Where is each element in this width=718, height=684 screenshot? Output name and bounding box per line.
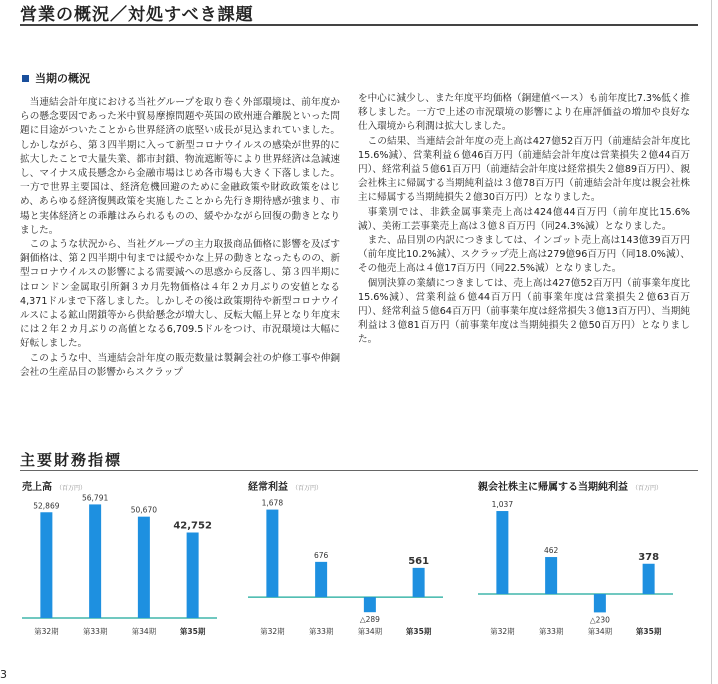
- overview-heading-text: 当期の概況: [35, 72, 90, 85]
- paragraph: このような状況から、当社グループの主力取扱商品価格に影響を及ぼす銅価格は、第２四半期中旬までは緩やかな上昇の動きとなったものの、新型コロナウイルスの影響による需要減への思惑から反落し、第３四半期にはロンドン金属取引所銅３カ月先物価格は４年２カ月ぶりの安値となる4,371ドルまで下落しました。しかしその後は政策期待や新型コロナウイルスによる鉱山閉鎖等から供給懸念が増大し、反転大幅上昇となり年度末には２年２カ月ぶりの高値となる6,709.5ドルをつけ、市況環境は大幅に好転しました。: [20, 239, 340, 350]
- chart-tick-label: 第33期: [82, 627, 108, 636]
- chart-unit: （百万円）: [56, 485, 87, 492]
- chart-tick-label: 第32期: [260, 627, 285, 636]
- overview-left-column: [20, 96, 340, 408]
- heading-square-icon: [22, 75, 29, 82]
- chart-bar: [315, 562, 327, 597]
- chart-data-label: 676: [313, 550, 329, 560]
- chart-title-text: 経常利益: [248, 482, 288, 493]
- overview-right-column: [358, 92, 690, 424]
- overview-heading: [22, 70, 90, 86]
- chart-data-label: △289: [359, 615, 380, 625]
- chart-data-label: 50,670: [130, 505, 157, 515]
- chart-data-label: 378: [638, 551, 660, 563]
- chart-plot: [248, 478, 448, 653]
- chart-tick-label: 第35期: [635, 627, 662, 636]
- section-title: 営業の概況／対処すべき課題: [20, 5, 254, 25]
- paragraph: この結果、当連結会計年度の売上高は427億52百万円（前連結会計年度比15.6%減）、営業利益６億46百万円（前連結会計年度は営業損失２億44百万円）、経常利益５億61百万円（前連結会計年度は経常損失２億89百万円）、親会社株主に帰属する当期純利益は３億78百万円（前連結会計年度は親会社株主に帰属する当期純損失２億30百万円）となりました。: [358, 135, 690, 204]
- paragraph: を中心に減少し、また年度平均価格（銅建値ベース）も前年度比7.3%低く推移しました。一方で上述の市況環境の影響により在庫評価益の増加や良好な仕入環境から利潤は拡大しました。: [358, 93, 690, 133]
- chart-bar: [643, 564, 655, 594]
- chart-bar: [413, 568, 425, 597]
- chart-bar: [40, 512, 52, 618]
- financials-title: 主要財務指標: [20, 451, 123, 469]
- chart-tick-label: 第34期: [357, 627, 383, 636]
- chart-bar: [545, 557, 557, 594]
- chart-tick-label: 第35期: [405, 627, 432, 636]
- chart-title-text: 親会社株主に帰属する当期純利益: [478, 482, 628, 493]
- chart-tick-label: 第34期: [131, 627, 157, 636]
- chart-bar: [496, 511, 508, 594]
- chart-unit: （百万円）: [292, 485, 323, 492]
- chart-bar: [594, 594, 606, 612]
- chart-tick-label: 第35期: [179, 627, 206, 636]
- paragraph: また、品目別の内訳につきましては、インゴット売上高は143億39百万円（前年度比10.2%減）、スクラップ売上高は279億96百万円（同18.0%減）、その他売上高は４億17百万円（同22.5%減）となりました。: [358, 235, 690, 275]
- chart-data-label: 561: [408, 555, 430, 567]
- chart-data-label: 1,037: [491, 500, 514, 510]
- chart-bar: [187, 532, 199, 618]
- paragraph: 個別決算の業績につきましては、売上高は427億52百万円（前事業年度比15.6%減）、営業利益６億44百万円（前事業年度は営業損失２億63百万円）、経常利益５億64百万円（前事業年度は経常損失３億13百万円）、当期純利益は３億81百万円（前事業年度は当期純損失２億50百万円）となりました。: [358, 277, 690, 346]
- section-rule: [20, 24, 698, 26]
- chart-tick-label: 第34期: [587, 627, 613, 636]
- page-number: 3: [0, 668, 7, 681]
- chart-tick-label: 第32期: [490, 627, 515, 636]
- financials-rule: [20, 470, 698, 471]
- chart-tick-label: 第32期: [34, 627, 59, 636]
- chart-tick-label: 第33期: [538, 627, 564, 636]
- chart-tick-label: 第33期: [308, 627, 334, 636]
- chart-data-label: 56,791: [82, 493, 109, 503]
- paragraph: 当連結会計年度における当社グループを取り巻く外部環境は、前年度からの懸念要因であった米中貿易摩擦問題や英国の欧州連合離脱といった問題に目途がついたことから世界経済の底堅い成長が見込まれていました。しかしながら、第３四半期に入って新型コロナウイルスの感染が世界的に拡大したことで大量失業、都市封鎖、物流遮断等により世界経済は急減速し、マイナス成長懸念から金融市場はじめ各市場も大きく下落しました。一方で世界主要国は、経済危機回避のために金融政策や財政政策をはじめ、あらゆる経済復興政策を実施したことから先行き期待感が強まり、市場と実体経済との乖離はみられるものの、緩やかながら回復の動きとなりました。: [20, 97, 340, 236]
- chart-plot: [22, 478, 222, 653]
- paragraph: このような中、当連結会計年度の販売数量は製鋼会社の炉修工事や伸銅会社の生産品目の影響からスクラップ: [20, 352, 340, 378]
- chart-data-label: 462: [543, 546, 559, 556]
- chart-bar: [266, 510, 278, 598]
- chart-title-text: 売上高: [22, 482, 52, 493]
- chart-data-label: 1,678: [261, 498, 284, 508]
- chart-plot: [478, 478, 678, 653]
- chart-net-income: [478, 478, 678, 658]
- chart-data-label: 52,869: [33, 501, 60, 511]
- chart-data-label: 42,752: [173, 520, 212, 532]
- paragraph: 事業別では、非鉄金属事業売上高は424億44百万円（前年度比15.6%減）、美術工芸事業売上高は３億８百万円（同24.3%減）となりました。: [358, 206, 690, 232]
- chart-bar: [89, 504, 101, 618]
- page-edge: [711, 0, 712, 684]
- chart-data-label: △230: [589, 615, 610, 625]
- chart-sales: [22, 478, 222, 658]
- chart-bar: [138, 517, 150, 618]
- chart-bar: [364, 597, 376, 612]
- chart-unit: （百万円）: [632, 485, 663, 492]
- chart-ordinary-profit: [248, 478, 448, 658]
